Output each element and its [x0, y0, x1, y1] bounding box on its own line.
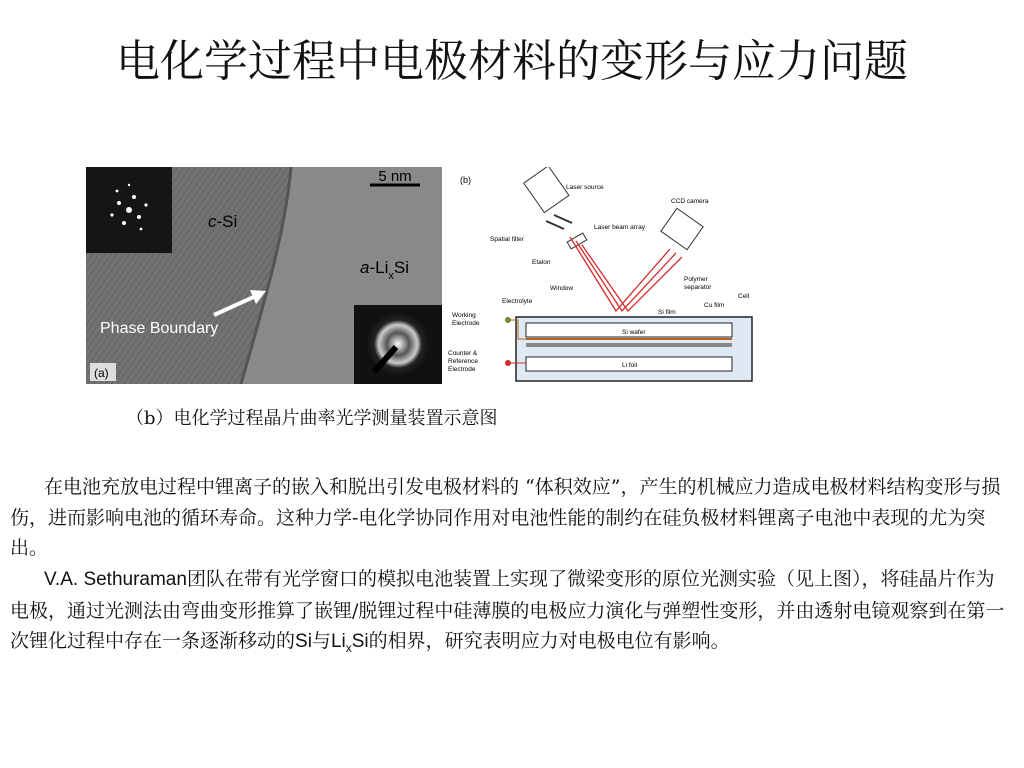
laser-source-label: Laser source [566, 184, 604, 191]
working-label: Working [452, 312, 476, 319]
cell-label: Cell [738, 293, 750, 300]
panel-b-label: (b) [460, 175, 471, 185]
tem-image [86, 167, 442, 384]
working-electrode-label: Electrode [452, 320, 480, 327]
si-film-label: Si film [658, 309, 676, 316]
separator-label: separator [684, 284, 712, 291]
setup-schematic [446, 167, 756, 384]
phase-boundary-label: Phase Boundary [100, 320, 219, 337]
paragraph-1: 在电池充放电过程中锂离子的嵌入和脱出引发电极材料的 “体积效应”，产生的机械应力造成电极材料结构变形与损伤，进而影响电池的循环寿命。这种力学-电化学协同作用对电池性能的制约在硅负极材料锂离子电池中表现的尤为突出。 [10, 476, 1001, 559]
etalon-label: Etalon [532, 259, 551, 266]
li-foil-label: Li foil [622, 362, 638, 369]
paragraph-2-text-a: 团队在带有光学窗口的模拟电池装置上实现了微梁变形的原位光测实验（见上图），将硅晶片作为电极，通过光测法由弯曲变形推算了嵌锂/脱锂过程中硅薄膜的电极应力演化与弹塑性变形，并由透射电镜观察到在第一次锂化过程中存在一条逐渐移动的 [10, 568, 1005, 652]
paragraph-2-text-b: 与 [311, 630, 331, 652]
window-label: Window [550, 285, 574, 292]
li-term: Li [330, 631, 346, 652]
laser-source-box [524, 167, 569, 213]
polymer-label: Polymer [684, 276, 708, 283]
x-subscript: x [345, 640, 352, 655]
spatial-filter-label: Spatial filter [490, 236, 524, 243]
author-name: V.A. Sethuraman [44, 569, 187, 590]
panel-a-label: (a) [94, 366, 109, 380]
counter-electrode-label: Electrode [448, 366, 476, 373]
c-si-label: c-Si [208, 212, 238, 231]
si-wafer-label: Si wafer [622, 329, 646, 336]
cu-film-label: Cu film [704, 302, 725, 309]
counter-label: Counter & [448, 350, 478, 357]
ccd-camera-box [661, 208, 703, 249]
paragraph-2 [10, 564, 1010, 663]
si-term-2: Si [351, 631, 369, 652]
paragraph-2-text-c: 的相界，研究表明应力对电极电位有影响。 [368, 630, 730, 652]
reference-label: Reference [448, 358, 478, 365]
electrolyte-label: Electrolyte [502, 298, 533, 305]
a-lixsi-label: $a-Li_xSi$ [360, 258, 409, 282]
figure-caption: （b）电化学过程晶片曲率光学测量装置示意图 [126, 408, 498, 429]
laser-beam-array-label: Laser beam array [594, 224, 645, 231]
ccd-camera-label: CCD camera [671, 198, 709, 205]
scale-bar-label: 5 nm [378, 168, 412, 185]
page-title: 电化学过程中电极材料的变形与应力问题 [116, 36, 908, 87]
si-term: Si [295, 631, 312, 652]
